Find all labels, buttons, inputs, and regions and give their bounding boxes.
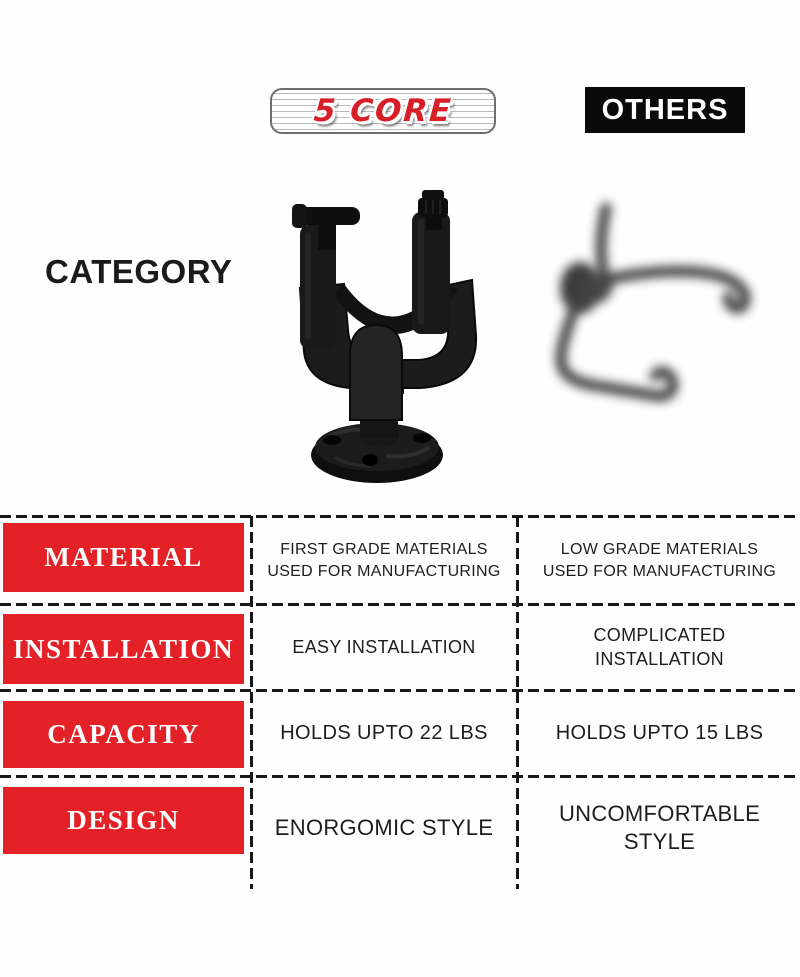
cell-installation-others: [519, 605, 800, 690]
cell-installation-others-text: COMPLICATED INSTALLATION: [593, 625, 726, 669]
row-label-installation-text: INSTALLATION: [12, 633, 235, 664]
five-core-logo-text: 5 CORE: [312, 93, 454, 129]
others-header-badge: [585, 87, 745, 133]
five-core-logo: [270, 88, 496, 134]
cell-installation-five-core: [252, 605, 516, 690]
cell-capacity-others: [519, 691, 800, 776]
cell-design-others-text: UNCOMFORTABLE STYLE: [558, 801, 761, 854]
cell-capacity-others-text: HOLDS UPTO 15 LBS: [555, 722, 764, 744]
row-label-installation: [3, 614, 244, 684]
others-header-label: OTHERS: [601, 93, 729, 126]
category-label: CATEGORY: [45, 253, 233, 290]
row-label-design: [3, 787, 244, 854]
guitar-hanger-image: [292, 188, 490, 486]
row-label-capacity: [3, 701, 244, 768]
row-label-material-text: MATERIAL: [44, 542, 203, 572]
cell-capacity-five-core: [252, 691, 516, 776]
row-label-capacity-text: CAPACITY: [47, 719, 200, 749]
cell-material-five-core: [252, 517, 516, 604]
row-label-material: [3, 523, 244, 592]
cell-capacity-five-core-text: HOLDS UPTO 22 LBS: [280, 722, 488, 744]
cell-material-others-text: LOW GRADE MATERIALS USED FOR MANUFACTURING: [542, 540, 777, 580]
cell-material-others: [519, 517, 800, 604]
cell-design-five-core: [252, 777, 516, 878]
cell-material-five-core-text: FIRST GRADE MATERIALS USED FOR MANUFACTURING: [267, 540, 501, 580]
cell-installation-five-core-text: EASY INSTALLATION: [292, 636, 476, 657]
cell-design-five-core-text: ENORGOMIC STYLE: [274, 814, 494, 840]
cell-design-others: [519, 777, 800, 878]
row-label-design-text: DESIGN: [67, 805, 180, 835]
blurred-hook-hanger-image: [548, 198, 763, 428]
